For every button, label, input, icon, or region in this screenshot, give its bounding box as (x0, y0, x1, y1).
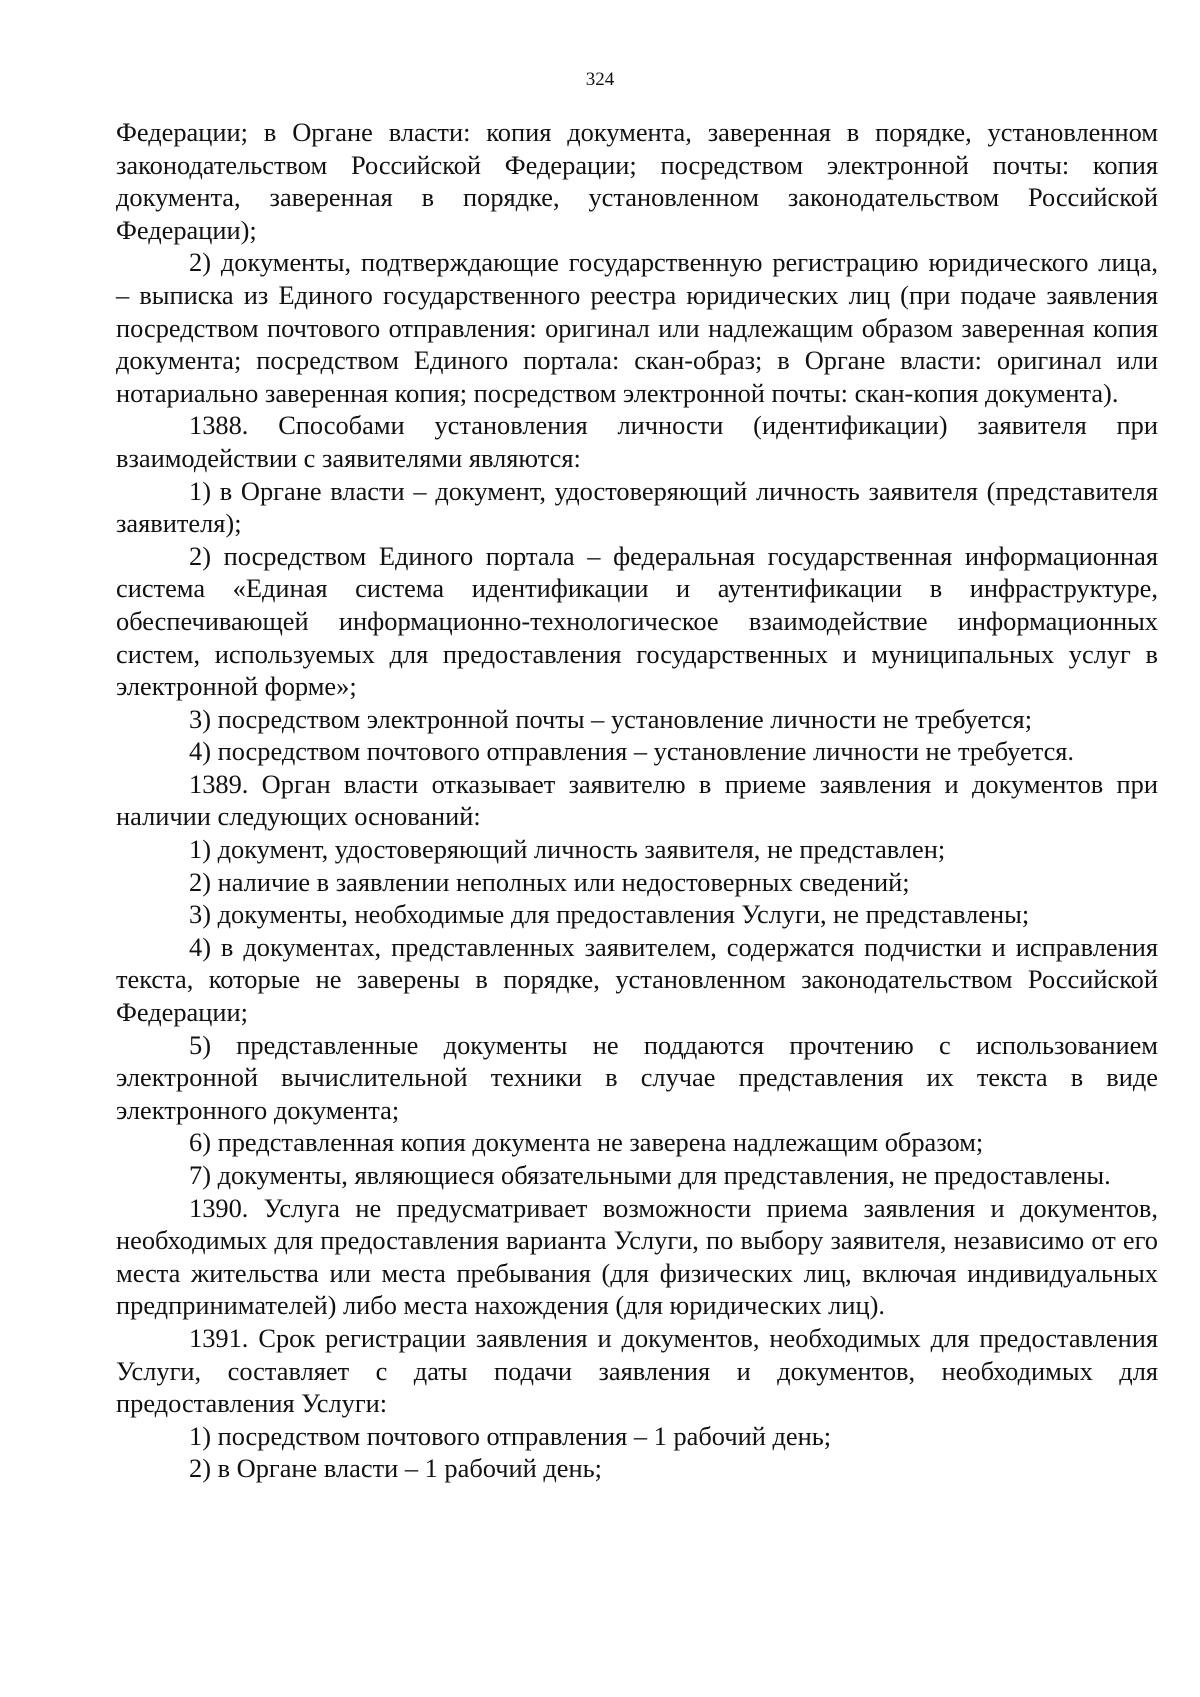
paragraph-continuation: Федерации; в Органе власти: копия документа, заверенная в порядке, установленном законодательством Российской Федерации; посредством электронной почты: копия документа, заверенная в порядке, установленном законодательством Российской Федерации); (116, 117, 1158, 245)
paragraph-item-2-legal-entity-registration: 2) документы, подтверждающие государственную регистрацию юридического лица, – выписка из Единого государственного реестра юридических лиц (при подаче заявления посредством почтового отправления: оригинал или надлежащим образом заверенная копия документа; посредством Единого портала: скан-образ; в Органе власти: оригинал или нотариально заверенная копия; посредством электронной почты: скан-копия документа). (116, 247, 1158, 408)
paragraph-1391-item-2: 2) в Органе власти – 1 рабочий день; (189, 1453, 603, 1484)
paragraph-1389-item-5: 5) представленные документы не поддаются прочтению с использованием электронной вычислительной техники в случае представления их текста в виде электронного документа; (116, 1029, 1158, 1125)
paragraph-1389-item-7: 7) документы, являющиеся обязательными для представления, не предоставлены. (189, 1160, 1111, 1190)
paragraph-1389-item-6: 6) представленная копия документа не заверена надлежащим образом; (189, 1127, 984, 1158)
paragraph-1389-item-3: 3) документы, необходимые для предоставления Услуги, не представлены; (189, 899, 1030, 930)
paragraph-1388-item-2: 2) посредством Единого портала – федеральная государственная информационная система «Единая система идентификации и аутентификации в инфраструктуре, обеспечивающей информационно-технологическое взаимодействие информационных систем, используемых для предоставления государственных и муниципальных услуг в электронной форме»; (116, 540, 1158, 702)
paragraph-1389: 1389. Орган власти отказывает заявителю в приеме заявления и документов при наличии следующих оснований: (116, 768, 1158, 832)
paragraph-1390: 1390. Услуга не предусматривает возможности приема заявления и документов, необходимых для предоставления варианта Услуги, по выбору заявителя, независимо от его места жительства или места пребывания (для физических лиц, включая индивидуальных предпринимателей) либо места нахождения (для юридических лиц). (116, 1192, 1158, 1321)
paragraph-1389-item-4: 4) в документах, представленных заявителем, содержатся подчистки и исправления текста, которые не заверены в порядке, установленном законодательством Российской Федерации; (116, 931, 1158, 1028)
paragraph-1388-item-3: 3) посредством электронной почты – установление личности не требуется; (189, 703, 1033, 734)
paragraph-1388: 1388. Способами установления личности (идентификации) заявителя при взаимодействии с заявителями являются: (116, 410, 1158, 473)
paragraph-1391: 1391. Срок регистрации заявления и документов, необходимых для предоставления Услуги, составляет с даты подачи заявления и документов, необходимых для предоставления Услуги: (116, 1322, 1158, 1419)
paragraph-1391-item-1: 1) посредством почтового отправления – 1 рабочий день; (189, 1420, 832, 1451)
paragraph-1389-item-2: 2) наличие в заявлении неполных или недостоверных сведений; (189, 866, 910, 897)
paragraph-1389-item-1: 1) документ, удостоверяющий личность заявителя, не представлен; (189, 834, 946, 865)
paragraph-1388-item-1: 1) в Органе власти – документ, удостоверяющий личность заявителя (представителя заявителя); (116, 475, 1158, 539)
document-body (116, 116, 1158, 1485)
paragraph-1388-item-4: 4) посредством почтового отправления – установление личности не требуется. (189, 736, 1075, 767)
page-number: 324 (585, 69, 615, 90)
